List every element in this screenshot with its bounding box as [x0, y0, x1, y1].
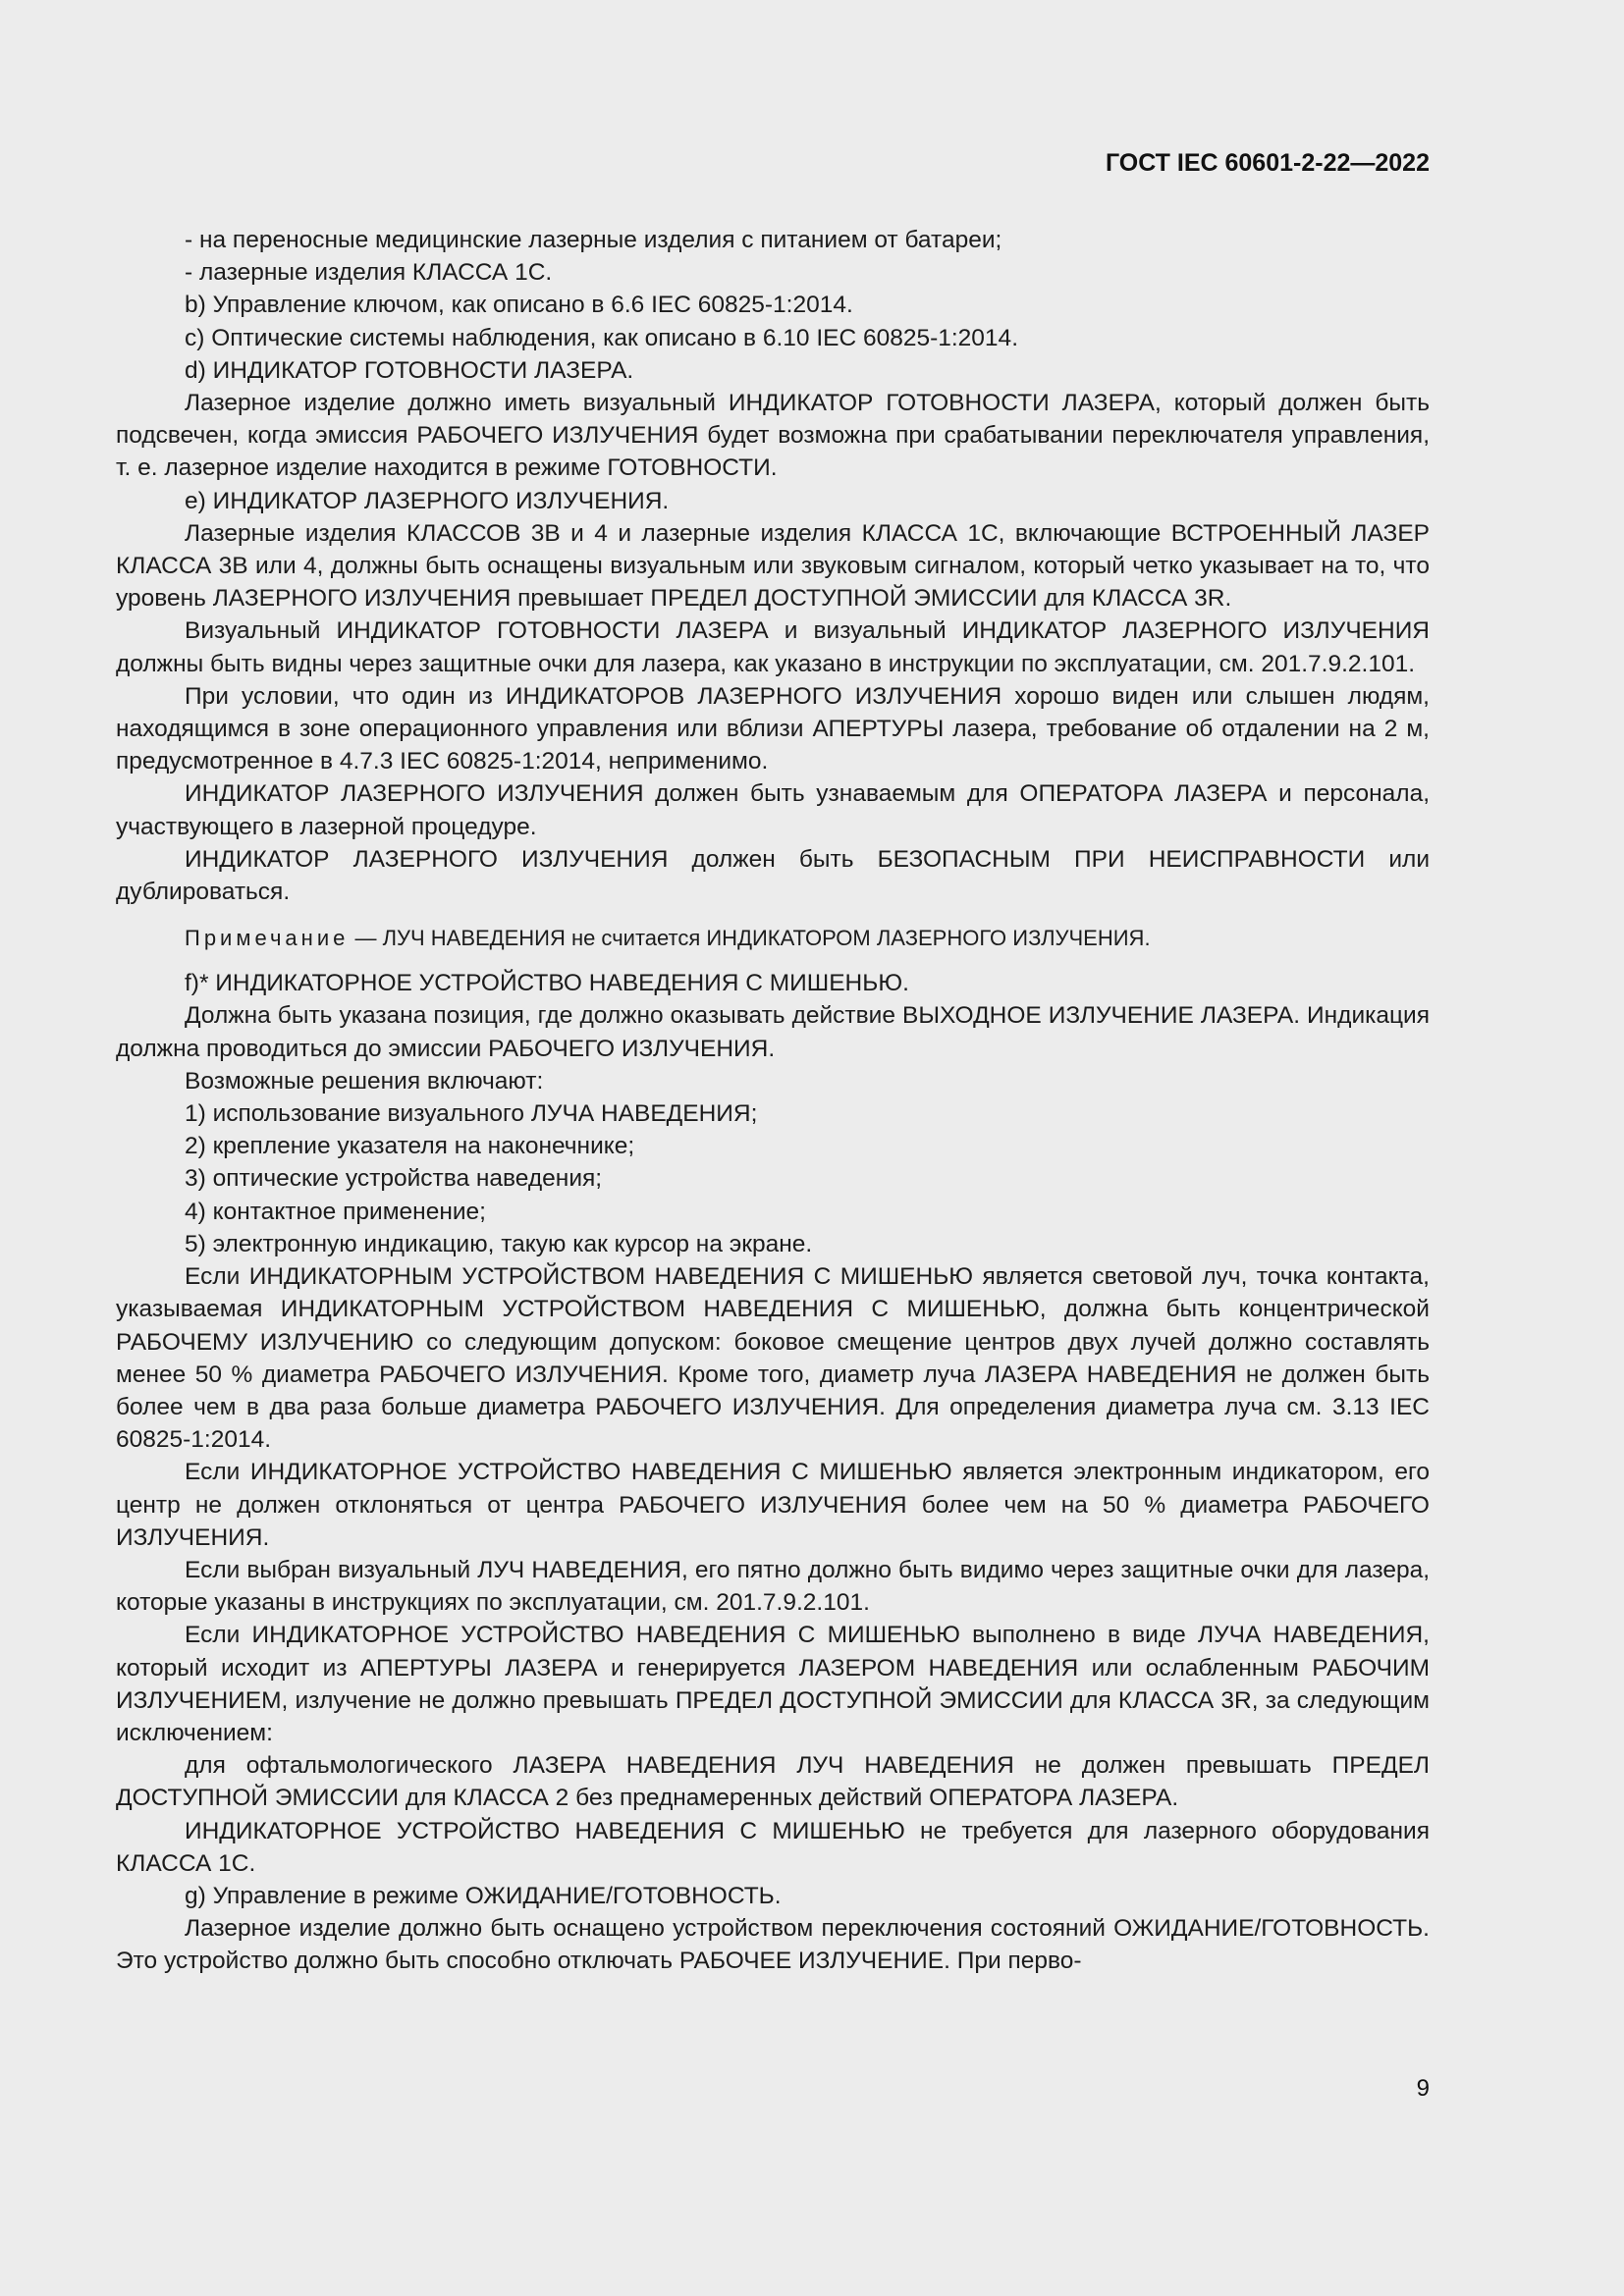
paragraph: Лазерное изделие должно иметь визуальный ИНДИКАТОР ГОТОВНОСТИ ЛАЗЕРА, который должен быть подсвечен, когда эмиссия РАБОЧЕГО ИЗЛУЧЕНИЯ будет возможна при срабатывании переключателя управления, т. е. лазерное изделие находится в режиме ГОТОВНОСТИ.: [116, 390, 1430, 482]
list-item: - на переносные медицинские лазерные изделия с питанием от батареи;: [185, 227, 1002, 253]
note-text: — ЛУЧ НАВЕДЕНИЯ не считается ИНДИКАТОРОМ ЛАЗЕРНОГО ИЗЛУЧЕНИЯ.: [349, 926, 1151, 951]
paragraph: для офтальмологического ЛАЗЕРА НАВЕДЕНИЯ ЛУЧ НАВЕДЕНИЯ не должен превышать ПРЕДЕЛ ДОСТУПНОЙ ЭМИССИИ для КЛАССА 2 без преднамеренных действий ОПЕРАТОРА ЛАЗЕРА.: [116, 1752, 1430, 1812]
list-item: - лазерные изделия КЛАССА 1С.: [185, 259, 553, 287]
note: [116, 924, 1430, 953]
list-item: 3) оптические устройства наведения;: [185, 1165, 603, 1193]
paragraph: Должна быть указана позиция, где должно оказывать действие ВЫХОДНОЕ ИЗЛУЧЕНИЕ ЛАЗЕРА. Индикация должна проводиться до эмиссии РАБОЧЕГО ИЗЛУЧЕНИЯ.: [116, 1002, 1430, 1062]
paragraph: Если ИНДИКАТОРНЫМ УСТРОЙСТВОМ НАВЕДЕНИЯ С МИШЕНЬЮ является световой луч, точка контакта, указываемая ИНДИКАТОРНЫМ УСТРОЙСТВОМ НАВЕДЕНИЯ С МИШЕНЬЮ, должна быть концентрической РАБОЧЕМУ ИЗЛУЧЕНИЮ со следующим допуском: боковое смещение центров двух лучей должно составлять менее 50 % диаметра РАБОЧЕГО ИЗЛУЧЕНИЯ. Кроме того, диаметр луча ЛАЗЕРА НАВЕДЕНИЯ не должен быть более чем в два раза больше диаметра РАБОЧЕГО ИЗЛУЧЕНИЯ. Для определения диаметра луча см. 3.13 IEC 60825-1:2014.: [116, 1263, 1430, 1454]
paragraph: Визуальный ИНДИКАТОР ГОТОВНОСТИ ЛАЗЕРА и визуальный ИНДИКАТОР ЛАЗЕРНОГО ИЗЛУЧЕНИЯ должны быть видны через защитные очки для лазера, как указано в инструкции по эксплуатации, см. 201.7.9.2.101.: [116, 617, 1430, 677]
paragraph: При условии, что один из ИНДИКАТОРОВ ЛАЗЕРНОГО ИЗЛУЧЕНИЯ хорошо виден или слышен людям, находящимся в зоне операционного управления или вблизи АПЕРТУРЫ лазера, требование об отдалении на 2 м, предусмотренное в 4.7.3 IEC 60825-1:2014, неприменимо.: [116, 682, 1430, 775]
paragraph: Если ИНДИКАТОРНОЕ УСТРОЙСТВО НАВЕДЕНИЯ С МИШЕНЬЮ выполнено в виде ЛУЧА НАВЕДЕНИЯ, который исходит из АПЕРТУРЫ ЛАЗЕРА и генерируется ЛАЗЕРОМ НАВЕДЕНИЯ или ослабленным РАБОЧИМ ИЗЛУЧЕНИЕМ, излучение не должно превышать ПРЕДЕЛ ДОСТУПНОЙ ЭМИССИИ для КЛАССА 3R, за следующим исключением:: [116, 1622, 1430, 1746]
section-heading: d) ИНДИКАТОР ГОТОВНОСТИ ЛАЗЕРА.: [185, 356, 634, 384]
page-number: 9: [1416, 2075, 1430, 2102]
paragraph: Лазерное изделие должно быть оснащено устройством переключения состояний ОЖИДАНИЕ/ГОТОВНОСТЬ. Это устройство должно быть способно отключать РАБОЧЕЕ ИЗЛУЧЕНИЕ. При перво-: [116, 1915, 1430, 1975]
section-heading: g) Управление в режиме ОЖИДАНИЕ/ГОТОВНОСТЬ.: [185, 1882, 782, 1909]
note-label: Примечание: [185, 926, 350, 951]
paragraph: ИНДИКАТОР ЛАЗЕРНОГО ИЗЛУЧЕНИЯ должен быть узнаваемым для ОПЕРАТОРА ЛАЗЕРА и персонала, участвующего в лазерной процедуре.: [116, 780, 1430, 840]
section-heading: f)* ИНДИКАТОРНОЕ УСТРОЙСТВО НАВЕДЕНИЯ С МИШЕНЬЮ.: [185, 970, 909, 997]
list-item: b) Управление ключом, как описано в 6.6 IEC 60825-1:2014.: [185, 292, 853, 319]
paragraph: ИНДИКАТОРНОЕ УСТРОЙСТВО НАВЕДЕНИЯ С МИШЕНЬЮ не требуется для лазерного оборудования КЛАССА 1С.: [116, 1817, 1430, 1877]
document-body: [116, 224, 1430, 1978]
section-heading: e) ИНДИКАТОР ЛАЗЕРНОГО ИЗЛУЧЕНИЯ.: [185, 487, 670, 514]
list-item: 2) крепление указателя на наконечнике;: [185, 1133, 635, 1160]
list-item: 1) использование визуального ЛУЧА НАВЕДЕНИЯ;: [185, 1100, 758, 1128]
standard-header: ГОСТ IEC 60601-2-22—2022: [1105, 149, 1430, 177]
list-item: c) Оптические системы наблюдения, как описано в 6.10 IEC 60825-1:2014.: [185, 324, 1018, 351]
paragraph: Если ИНДИКАТОРНОЕ УСТРОЙСТВО НАВЕДЕНИЯ С МИШЕНЬЮ является электронным индикатором, его центр не должен отклоняться от центра РАБОЧЕГО ИЗЛУЧЕНИЯ более чем на 50 % диаметра РАБОЧЕГО ИЗЛУЧЕНИЯ.: [116, 1459, 1430, 1551]
list-item: 4) контактное применение;: [185, 1198, 486, 1225]
paragraph: Если выбран визуальный ЛУЧ НАВЕДЕНИЯ, его пятно должно быть видимо через защитные очки для лазера, которые указаны в инструкциях по эксплуатации, см. 201.7.9.2.101.: [116, 1556, 1430, 1617]
paragraph: ИНДИКАТОР ЛАЗЕРНОГО ИЗЛУЧЕНИЯ должен быть БЕЗОПАСНЫМ ПРИ НЕИСПРАВНОСТИ или дублироваться.: [116, 845, 1430, 906]
paragraph: Возможные решения включают:: [185, 1067, 544, 1095]
paragraph: Лазерные изделия КЛАССОВ 3В и 4 и лазерные изделия КЛАССА 1С, включающие ВСТРОЕННЫЙ ЛАЗЕР КЛАССА 3В или 4, должны быть оснащены визуальным или звуковым сигналом, который четко указывает на то, что уровень ЛАЗЕРНОГО ИЗЛУЧЕНИЯ превышает ПРЕДЕЛ ДОСТУПНОЙ ЭМИССИИ для КЛАССА 3R.: [116, 519, 1430, 613]
list-item: 5) электронную индикацию, такую как курсор на экране.: [185, 1230, 813, 1257]
